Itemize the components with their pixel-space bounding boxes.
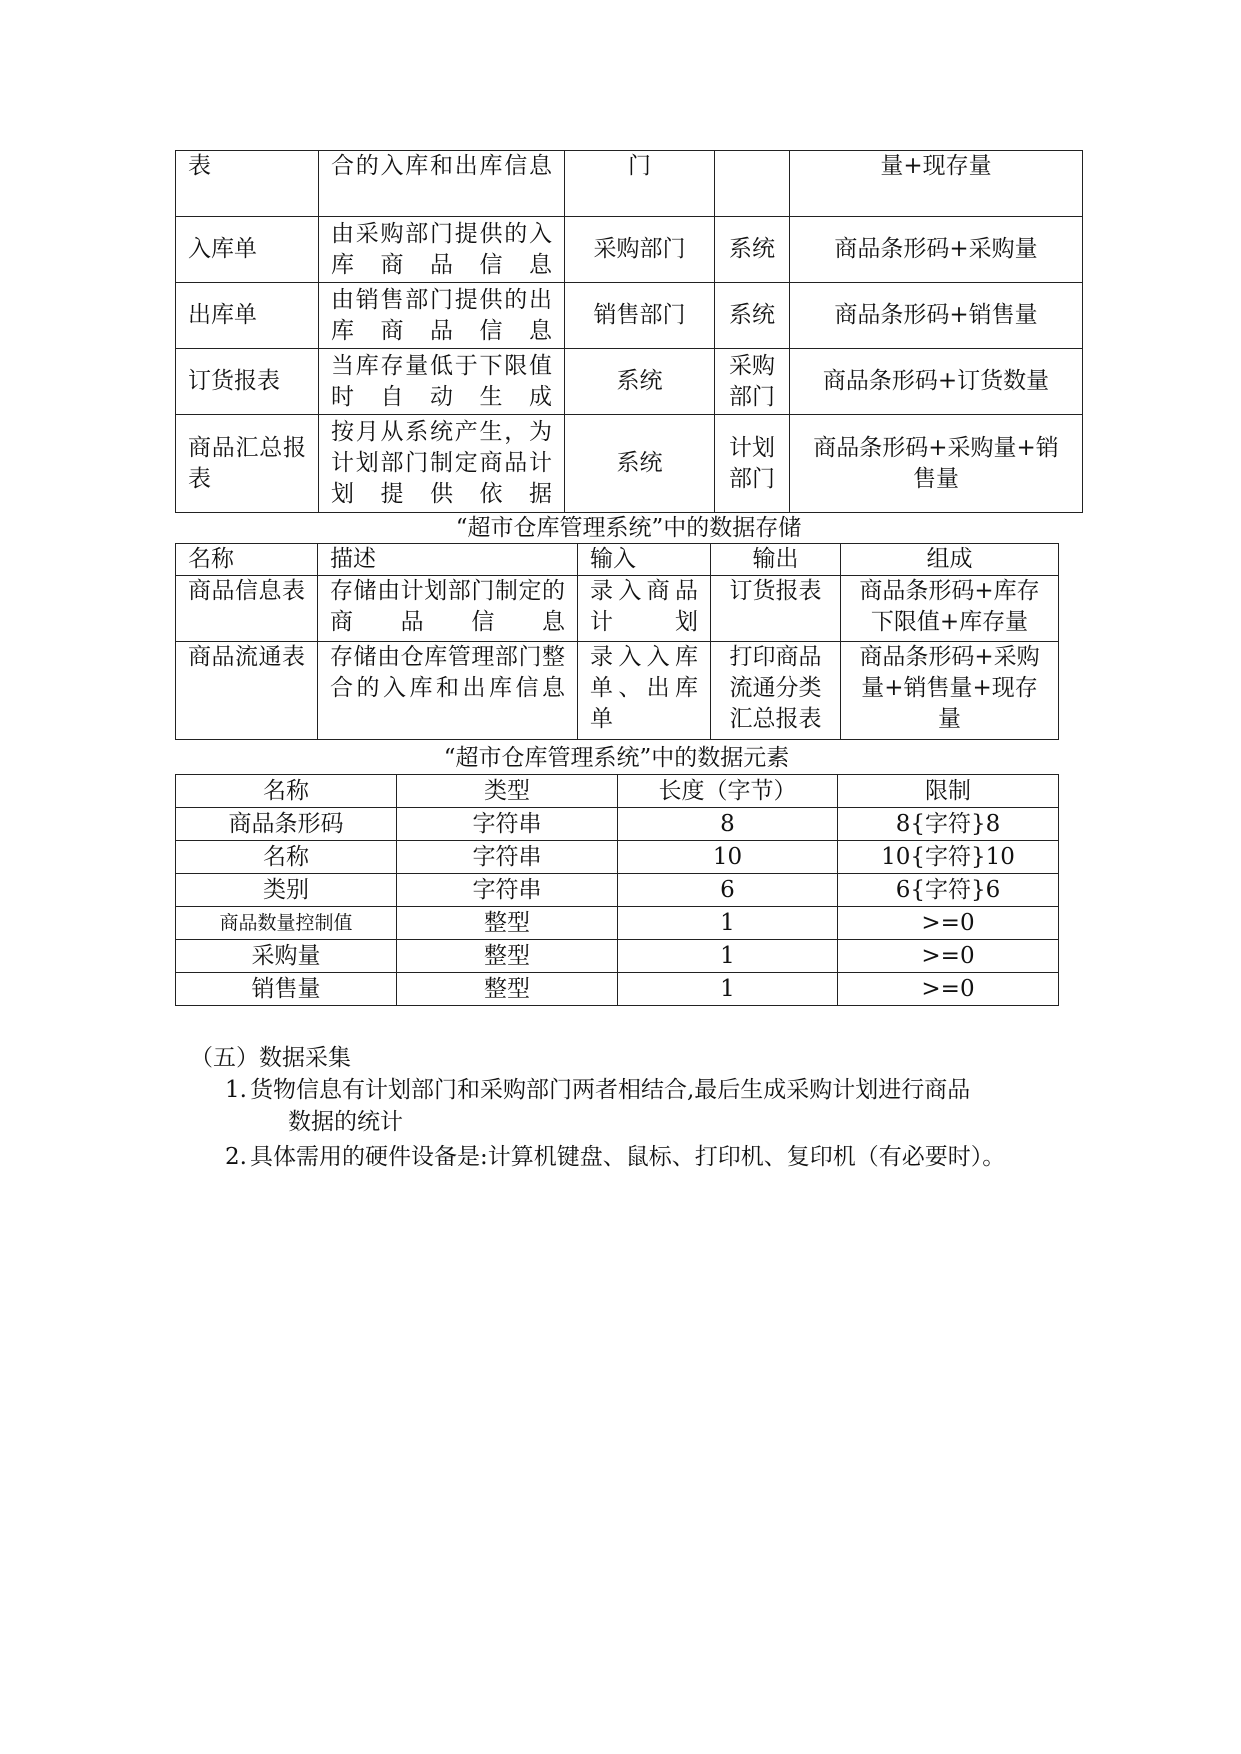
element-length: 10	[618, 841, 838, 874]
flow-name: 订货报表	[176, 349, 319, 415]
table-row	[176, 283, 1083, 349]
data-elements-table	[175, 774, 1059, 1006]
header-composition: 组成	[841, 544, 1059, 576]
flow-dest: 系统	[715, 283, 790, 349]
element-name: 名称	[176, 841, 397, 874]
element-type: 字符串	[397, 808, 618, 841]
storage-name: 商品流通表	[176, 642, 318, 740]
header-name: 名称	[176, 775, 397, 808]
flow-source: 系统	[565, 349, 715, 415]
list-item-1-line-1: 货物信息有计划部门和采购部门两者相结合,最后生成采购计划进行商品	[250, 1077, 971, 1103]
table-header-row	[176, 544, 1059, 576]
element-name: 销售量	[176, 973, 397, 1006]
element-length: 1	[618, 907, 838, 940]
table-row	[176, 940, 1059, 973]
table-row	[176, 907, 1059, 940]
flow-composition: 商品条形码+采购量+销售量	[790, 415, 1083, 513]
flow-source: 采购部门	[565, 217, 715, 283]
data-storage-table	[175, 543, 1059, 740]
header-type: 类型	[397, 775, 618, 808]
element-type: 字符串	[397, 874, 618, 907]
element-type: 整型	[397, 940, 618, 973]
element-length: 6	[618, 874, 838, 907]
table-row	[176, 808, 1059, 841]
section-heading: （五）数据采集	[190, 1045, 351, 1071]
element-limit: >=0	[838, 973, 1059, 1006]
element-name: 商品条形码	[176, 808, 397, 841]
storage-composition: 商品条形码+库存下限值+库存量	[841, 576, 1059, 642]
flow-dest	[715, 151, 790, 217]
flow-composition: 商品条形码+销售量	[790, 283, 1083, 349]
list-item-1-line-2: 数据的统计	[288, 1109, 403, 1135]
flow-composition: 商品条形码+采购量	[790, 217, 1083, 283]
header-length: 长度（字节）	[618, 775, 838, 808]
flow-name: 入库单	[176, 217, 319, 283]
element-limit: 6{字符}6	[838, 874, 1059, 907]
flow-source: 销售部门	[565, 283, 715, 349]
list-item-2-number: 2.	[225, 1144, 247, 1170]
flow-desc: 由销售部门提供的出库商品信息	[319, 283, 565, 349]
header-input: 输入	[578, 544, 711, 576]
element-length: 1	[618, 973, 838, 1006]
flow-desc: 按月从系统产生，为计划部门制定商品计划提供依据	[319, 415, 565, 513]
storage-desc: 存储由仓库管理部门整合的入库和出库信息	[318, 642, 578, 740]
flow-composition: 量+现存量	[790, 151, 1083, 217]
flow-source: 门	[565, 151, 715, 217]
storage-output: 订货报表	[711, 576, 841, 642]
flow-composition: 商品条形码+订货数量	[790, 349, 1083, 415]
element-name: 采购量	[176, 940, 397, 973]
flow-name: 表	[176, 151, 319, 217]
list-item-2-text: 具体需用的硬件设备是:计算机键盘、鼠标、打印机、复印机（有必要时）。	[250, 1144, 1006, 1170]
element-limit: 10{字符}10	[838, 841, 1059, 874]
flow-name: 出库单	[176, 283, 319, 349]
list-item-1-number: 1.	[225, 1077, 247, 1103]
storage-caption: “超市仓库管理系统”中的数据存储	[455, 515, 802, 541]
element-length: 8	[618, 808, 838, 841]
storage-input: 录入入库单、出库单	[578, 642, 711, 740]
storage-input: 录入商品计划	[578, 576, 711, 642]
storage-name: 商品信息表	[176, 576, 318, 642]
table-row	[176, 576, 1059, 642]
flow-name: 商品汇总报表	[176, 415, 319, 513]
element-limit: 8{字符}8	[838, 808, 1059, 841]
table-row	[176, 642, 1059, 740]
element-name: 商品数量控制值	[176, 907, 397, 940]
element-type: 整型	[397, 973, 618, 1006]
table-row	[176, 973, 1059, 1006]
storage-desc: 存储由计划部门制定的商品信息	[318, 576, 578, 642]
table-row	[176, 874, 1059, 907]
flow-source: 系统	[565, 415, 715, 513]
flow-desc: 合的入库和出库信息	[319, 151, 565, 217]
header-limit: 限制	[838, 775, 1059, 808]
table-row	[176, 217, 1083, 283]
header-output: 输出	[711, 544, 841, 576]
header-name: 名称	[176, 544, 318, 576]
table-row	[176, 415, 1083, 513]
table-header-row	[176, 775, 1059, 808]
flow-dest: 系统	[715, 217, 790, 283]
flow-desc: 由采购部门提供的入库商品信息	[319, 217, 565, 283]
flow-desc: 当库存量低于下限值时自动生成	[319, 349, 565, 415]
element-length: 1	[618, 940, 838, 973]
storage-composition: 商品条形码+采购量+销售量+现存量	[841, 642, 1059, 740]
element-limit: >=0	[838, 907, 1059, 940]
storage-output: 打印商品流通分类汇总报表	[711, 642, 841, 740]
flow-dest: 采购部门	[715, 349, 790, 415]
header-desc: 描述	[318, 544, 578, 576]
table-row	[176, 151, 1083, 217]
element-limit: >=0	[838, 940, 1059, 973]
element-name: 类别	[176, 874, 397, 907]
elements-caption: “超市仓库管理系统”中的数据元素	[443, 745, 790, 771]
table-row	[176, 349, 1083, 415]
flow-dest: 计划部门	[715, 415, 790, 513]
element-type: 字符串	[397, 841, 618, 874]
element-type: 整型	[397, 907, 618, 940]
data-flow-table	[175, 150, 1083, 513]
table-row	[176, 841, 1059, 874]
